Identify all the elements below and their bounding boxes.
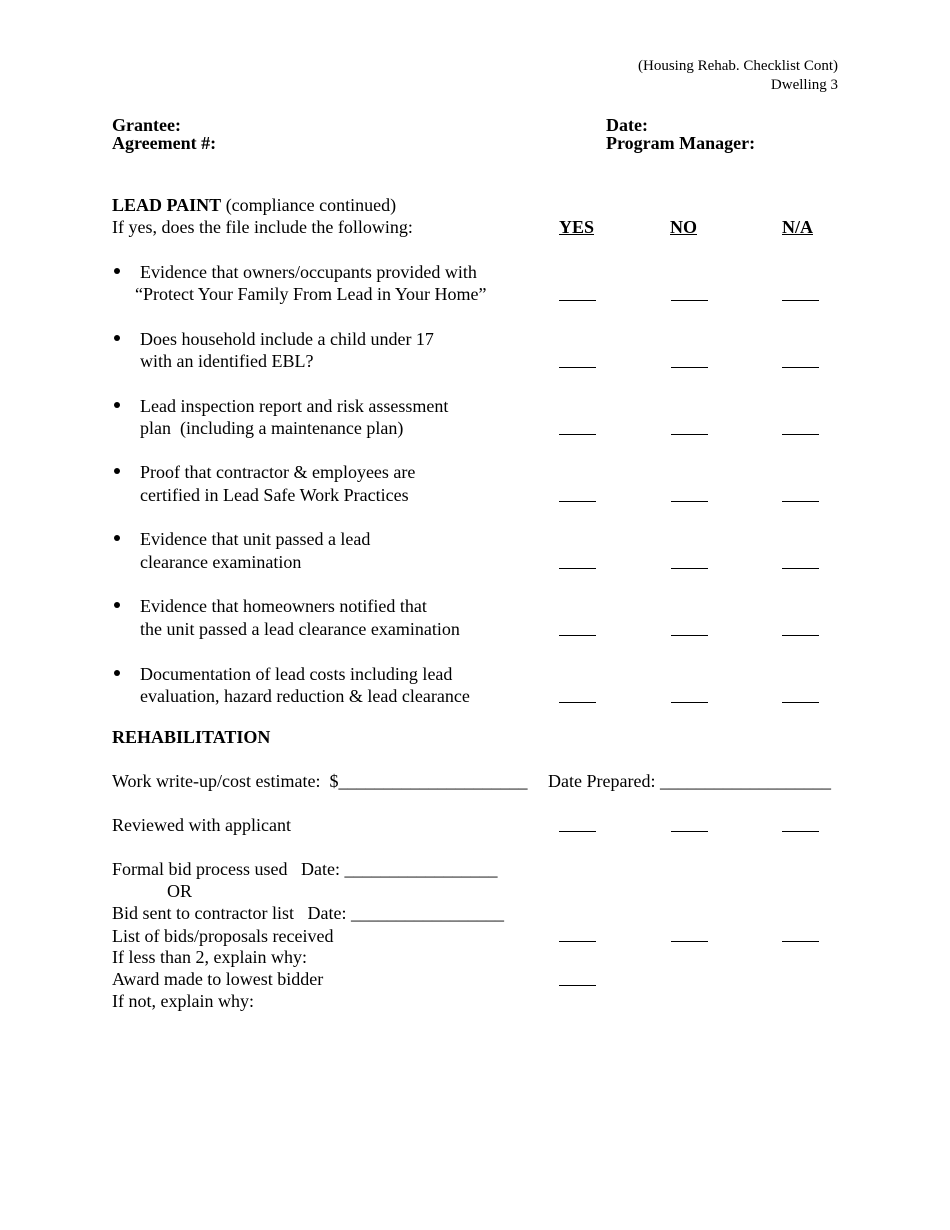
bullet-icon — [114, 670, 120, 676]
reviewed-no-blank[interactable] — [671, 831, 708, 832]
bullet-icon — [114, 268, 120, 274]
item-6-line1: Evidence that homeowners notified that — [140, 596, 427, 616]
item-1-no-blank[interactable] — [671, 300, 708, 301]
item-2-no-blank[interactable] — [671, 367, 708, 368]
item-5-yes-blank[interactable] — [559, 568, 596, 569]
item-6-na-blank[interactable] — [782, 635, 819, 636]
bullet-icon — [114, 468, 120, 474]
lead-paint-question: If yes, does the file include the following: — [112, 217, 413, 237]
date-label: Date: — [606, 115, 648, 135]
item-5-no-blank[interactable] — [671, 568, 708, 569]
item-7-na-blank[interactable] — [782, 702, 819, 703]
item-3-na-blank[interactable] — [782, 434, 819, 435]
item-2-yes-blank[interactable] — [559, 367, 596, 368]
item-5-line1: Evidence that unit passed a lead — [140, 529, 371, 549]
agreement-label: Agreement #: — [112, 133, 217, 153]
item-6-no-blank[interactable] — [671, 635, 708, 636]
rehabilitation-heading: REHABILITATION — [112, 727, 271, 747]
header-dwelling: Dwelling 3 — [770, 77, 838, 93]
award-lowest-yes-blank[interactable] — [559, 985, 596, 986]
item-1-line1: Evidence that owners/occupants provided with — [140, 262, 477, 282]
bullet-icon — [114, 602, 120, 608]
item-7-no-blank[interactable] — [671, 702, 708, 703]
date-prepared-field[interactable]: Date Prepared: ___________________ — [548, 771, 831, 791]
item-5-line2: clearance examination — [140, 552, 302, 572]
if-not-explain: If not, explain why: — [112, 991, 254, 1011]
item-1-line2: “Protect Your Family From Lead in Your Home” — [135, 284, 487, 304]
reviewed-with-applicant: Reviewed with applicant — [112, 815, 291, 835]
item-3-line2: plan (including a maintenance plan) — [140, 418, 404, 438]
item-7-line2: evaluation, hazard reduction & lead clearance — [140, 686, 470, 706]
grantee-label: Grantee: — [112, 115, 181, 135]
work-writeup-field[interactable]: Work write-up/cost estimate: $_____________________ — [112, 771, 528, 791]
column-na: N/A — [782, 217, 813, 237]
item-3-yes-blank[interactable] — [559, 434, 596, 435]
formal-bid-field[interactable]: Formal bid process used Date: _________________ — [112, 859, 498, 879]
item-4-yes-blank[interactable] — [559, 501, 596, 502]
program-manager-label: Program Manager: — [606, 133, 756, 153]
item-4-no-blank[interactable] — [671, 501, 708, 502]
item-2-line1: Does household include a child under 17 — [140, 329, 434, 349]
item-4-na-blank[interactable] — [782, 501, 819, 502]
less-than-two-explain: If less than 2, explain why: — [112, 947, 307, 967]
bids-received-yes-blank[interactable] — [559, 941, 596, 942]
lead-paint-heading — [112, 194, 396, 216]
item-3-no-blank[interactable] — [671, 434, 708, 435]
item-7-yes-blank[interactable] — [559, 702, 596, 703]
item-2-line2: with an identified EBL? — [140, 351, 314, 371]
column-no: NO — [670, 217, 697, 237]
bids-received: List of bids/proposals received — [112, 926, 334, 946]
bids-received-na-blank[interactable] — [782, 941, 819, 942]
item-1-na-blank[interactable] — [782, 300, 819, 301]
item-6-line2: the unit passed a lead clearance examination — [140, 619, 460, 639]
lead-paint-note: (compliance continued) — [221, 195, 397, 215]
item-7-line1: Documentation of lead costs including lead — [140, 664, 453, 684]
or-label: OR — [167, 881, 193, 901]
lead-paint-title: LEAD PAINT — [112, 195, 222, 215]
column-yes: YES — [559, 217, 595, 237]
bids-received-no-blank[interactable] — [671, 941, 708, 942]
item-4-line1: Proof that contractor & employees are — [140, 462, 416, 482]
bullet-icon — [114, 402, 120, 408]
bullet-icon — [114, 535, 120, 541]
item-4-line2: certified in Lead Safe Work Practices — [140, 485, 409, 505]
reviewed-yes-blank[interactable] — [559, 831, 596, 832]
bullet-icon — [114, 335, 120, 341]
item-2-na-blank[interactable] — [782, 367, 819, 368]
item-6-yes-blank[interactable] — [559, 635, 596, 636]
reviewed-na-blank[interactable] — [782, 831, 819, 832]
item-5-na-blank[interactable] — [782, 568, 819, 569]
header-continuation: (Housing Rehab. Checklist Cont) — [638, 58, 838, 74]
award-lowest-bidder: Award made to lowest bidder — [112, 969, 324, 989]
bid-sent-field[interactable]: Bid sent to contractor list Date: _________________ — [112, 903, 504, 923]
item-1-yes-blank[interactable] — [559, 300, 596, 301]
item-3-line1: Lead inspection report and risk assessment — [140, 396, 449, 416]
